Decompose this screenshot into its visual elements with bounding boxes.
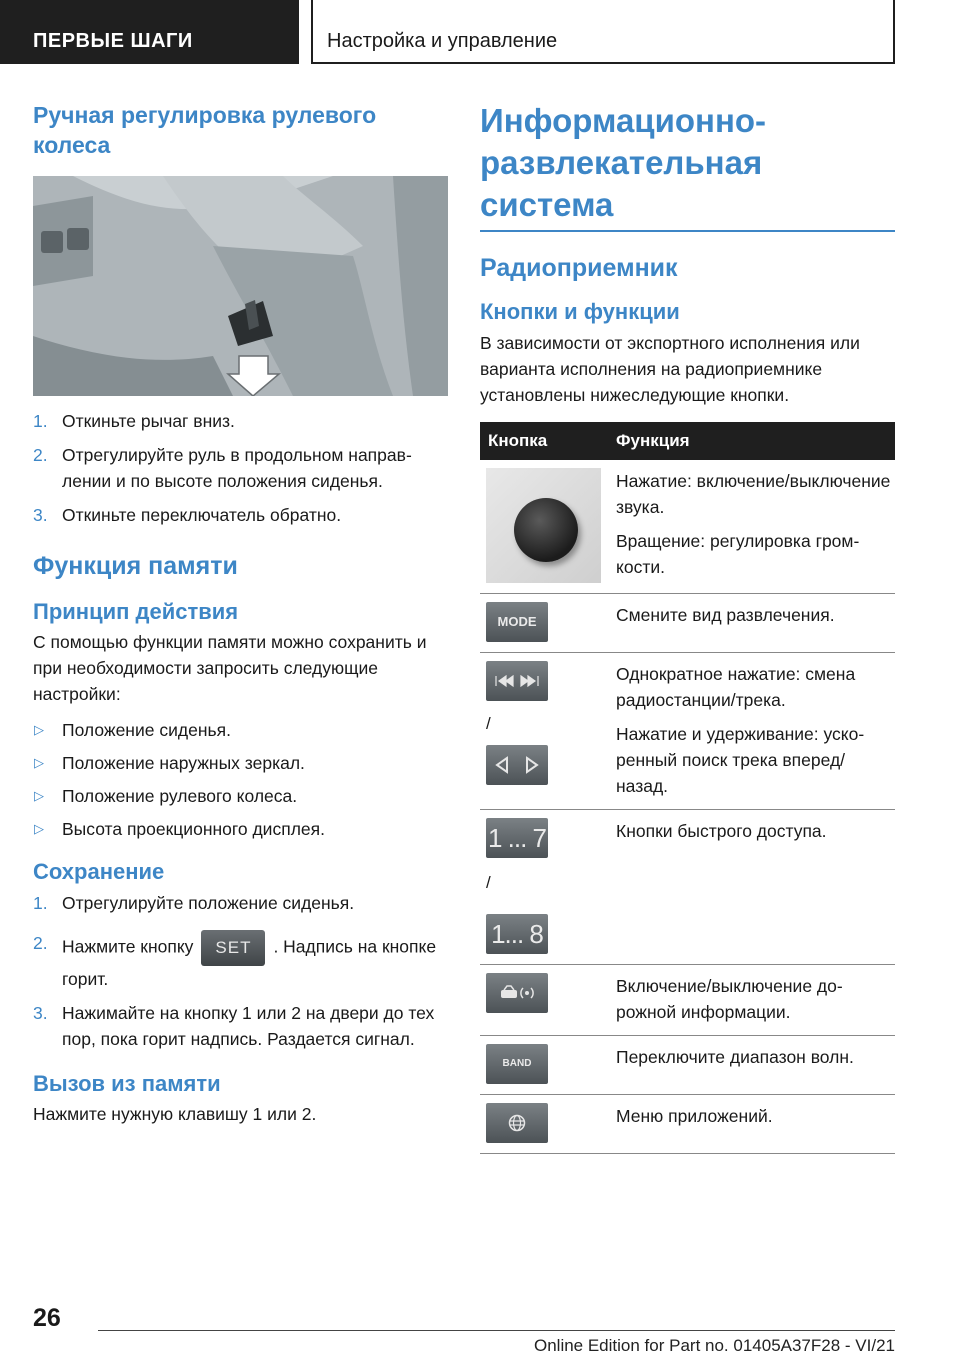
- buttons-intro: В зависимости от экспортного исполнения или варианта исполнения на радиоприемнике установлены нижеследующие кнопки.: [480, 333, 860, 405]
- col-button-header: Кнопка: [480, 422, 610, 460]
- skip-track-keys-icon: [486, 661, 548, 701]
- steering-lever-photo: [33, 176, 448, 396]
- table-row: Включение/выключение дорожной информации.: [480, 965, 895, 1036]
- set-key-icon: SET: [201, 930, 265, 966]
- buttons-heading: Кнопки и функции: [480, 299, 680, 324]
- memory-heading: Функция памяти: [33, 552, 238, 580]
- save-step-3: 3. Нажимайте на кнопку 1 или 2 на двери до тех пор, пока горит надпись. Раздается сигнал.: [33, 1003, 435, 1049]
- table-row: BAND Переключите диапазон волн.: [480, 1036, 895, 1095]
- manual-step-3: 3. Откиньте переключатель обратно.: [33, 505, 342, 525]
- favorites-1-8-key-icon: 1... 8: [486, 914, 548, 954]
- principle-list: [33, 717, 448, 842]
- page-number: 26: [33, 1304, 61, 1332]
- principle-heading: Принцип действия: [33, 599, 239, 624]
- save-step-2: 2. Нажмите кнопку SET . Надпись на кнопке горит.: [33, 930, 448, 992]
- table-row: Нажатие: включение/выключение звука. Вращение: регулировка громкости.: [480, 460, 895, 594]
- principle-item: ▷ Высота проекционного дисплея.: [34, 819, 325, 839]
- table-header: [480, 422, 895, 460]
- header-chapter: Настройка и управление: [311, 0, 895, 64]
- table-row: 1 ... 7 / 1... 8 Кнопки быстрого доступа.: [480, 810, 895, 965]
- footer-edition: Online Edition for Part no. 01405A37F28 - VI/21: [533, 1336, 895, 1355]
- right-column: [480, 100, 895, 1154]
- header-section: ПЕРВЫЕ ШАГИ: [0, 0, 299, 64]
- buttons-table: [480, 422, 895, 1154]
- principle-item: ▷ Положение наружных зеркал.: [34, 753, 305, 773]
- traffic-info-icon: [486, 973, 548, 1013]
- band-key-icon: BAND: [486, 1044, 548, 1084]
- apps-globe-icon: [486, 1103, 548, 1143]
- manual-step-1: 1. Откиньте рычаг вниз.: [33, 411, 235, 431]
- manual-steps-list: [33, 408, 448, 528]
- table-row: MODE Смените вид развлечения.: [480, 594, 895, 653]
- table-row: / Однократное нажатие: смена радиостанции/трека. Нажатие и удерживание: ускоренный поиск трека вперед/назад.: [480, 653, 895, 810]
- manual-wheel-heading: Ручная регулировка рулевого колеса: [33, 102, 377, 158]
- radio-heading: Радиоприемник: [480, 254, 678, 282]
- steering-column-illustration: [33, 176, 448, 396]
- volume-knob-icon: [486, 468, 601, 583]
- save-heading: Сохранение: [33, 859, 165, 884]
- principle-text: С помощью функции памяти можно сохранить и при необходимости запросить следующие настройки:: [33, 632, 427, 704]
- save-steps-list: [33, 890, 448, 1052]
- arrow-keys-icon: [486, 745, 548, 785]
- recall-text: Нажмите нужную клавишу 1 или 2.: [33, 1104, 317, 1124]
- infotainment-heading: Информационно-развлекательная система: [480, 100, 895, 232]
- footer-divider: [98, 1330, 895, 1331]
- save-step-1: 1. Отрегулируйте положение сиденья.: [33, 893, 355, 913]
- principle-item: ▷ Положение рулевого колеса.: [34, 786, 298, 806]
- left-column: [33, 100, 448, 1127]
- recall-heading: Вызов из памяти: [33, 1071, 221, 1096]
- manual-step-2: 2. Отрегулируйте руль в продольном направлении и по высоте положения сиденья.: [33, 445, 412, 491]
- principle-item: ▷ Положение сиденья.: [34, 720, 231, 740]
- table-row: Меню приложений.: [480, 1095, 895, 1154]
- mode-key-icon: MODE: [486, 602, 548, 642]
- favorites-1-7-key-icon: 1 ... 7: [486, 818, 548, 858]
- col-function-header: Функция: [610, 422, 895, 460]
